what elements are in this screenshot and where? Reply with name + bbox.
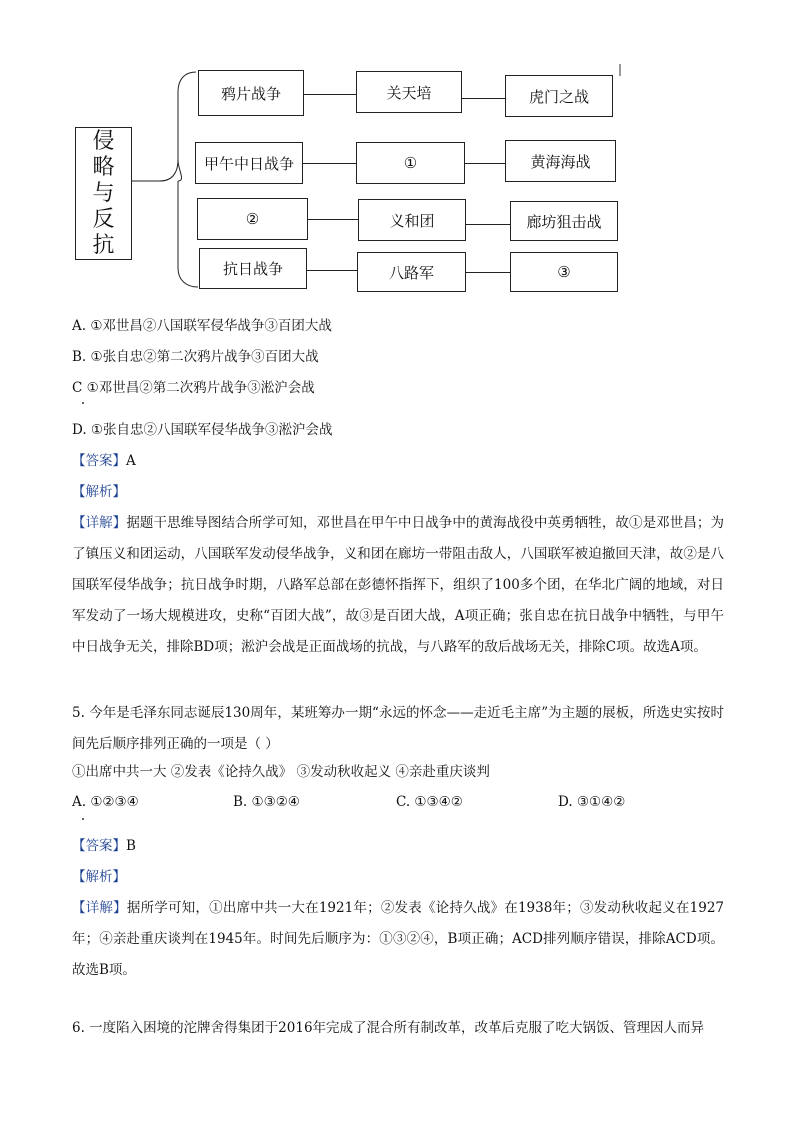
q6-stem: 6. 一度陷入困境的沱牌舍得集团于2016年完成了混合所有制改革，改革后克服了吃大锅饭、管理因人而异	[72, 1020, 705, 1036]
answer-value: B	[126, 838, 136, 854]
war-box: 鸦片战争	[198, 70, 304, 116]
root-char: 反	[92, 206, 115, 232]
q4-option-a: A. ①邓世昌②八国联军侵华战争③百团大战	[72, 318, 332, 334]
q4-option-c: C ①邓世昌②第二次鸦片战争③淞沪会战	[72, 380, 315, 396]
war-box: 甲午中日战争	[195, 142, 303, 184]
q5-option-d: D. ③①④②	[558, 794, 626, 810]
answer-value: A	[126, 453, 136, 469]
battle-box: 黄海海战	[505, 140, 616, 182]
q5-detail	[72, 893, 724, 986]
q5-stem: 5. 今年是毛泽东同志诞辰130周年，某班筹办一期“永远的怀念——走近毛主席”为主题的展板，所选史实按时间先后顺序排列正确的一项是（ ）	[72, 705, 724, 752]
root-char: 抗	[92, 232, 115, 258]
detail-label: 【详解】	[72, 900, 127, 916]
q4-option-b: B. ①张自忠②第二次鸦片战争③百团大战	[72, 349, 319, 365]
war-box: ②	[197, 198, 308, 240]
q5-answer	[72, 836, 136, 856]
q4-analysis-label: 【解析】	[72, 484, 126, 500]
person-box: ①	[356, 142, 465, 184]
battle-box: 廊坊狙击战	[510, 201, 618, 241]
q5-option-c: C. ①③④②	[396, 794, 463, 810]
q5-option-b: B. ①③②④	[233, 794, 300, 810]
q5-analysis-label: 【解析】	[72, 869, 126, 885]
detail-text: 据所学可知，①出席中共一大在1921年；②发表《论持久战》在1938年；③发动秋收起义在1927年；④亲赴重庆谈判在1945年。时间先后顺序为：①③②④，B项正确；ACD排列顺序错误，排除ACD项。故选B项。	[72, 900, 724, 978]
q4-answer	[72, 451, 136, 471]
mind-map-diagram	[0, 0, 794, 300]
answer-label: 【答案】	[72, 453, 126, 469]
root-char: 侵	[92, 128, 115, 154]
detail-label: 【详解】	[72, 515, 127, 531]
q4-option-d: D. ①张自忠②八国联军侵华战争③淞沪会战	[72, 422, 333, 438]
battle-box: ③	[510, 252, 618, 292]
person-box: 义和团	[358, 199, 466, 241]
person-box: 关天培	[356, 71, 462, 113]
q4-detail	[72, 508, 724, 663]
person-box: 八路军	[357, 252, 466, 292]
detail-text: 据题干思维导图结合所学可知，邓世昌在甲午中日战争中的黄海战役中英勇牺牲，故①是邓世昌；为了镇压义和团运动，八国联军发动侵华战争，义和团在廊坊一带阻击敌人，八国联军被迫撤回天津，故②是八国联军侵华战争；抗日战争时期，八路军总部在彭德怀指挥下，组织了100多个团，在华北广阔的地域，对日军发动了一场大规模进攻，史称“百团大战”，故③是百团大战，A项正确；张自忠在抗日战争中牺牲，与甲午中日战争无关，排除BD项；淞沪会战是正面战场的抗战，与八路军的敌后战场无关，排除C项。故选A项。	[72, 515, 725, 655]
q5-items: ①出席中共一大 ②发表《论持久战》 ③发动秋收起义 ④亲赴重庆谈判	[72, 764, 490, 780]
root-char: 与	[92, 180, 115, 206]
war-box: 抗日战争	[199, 248, 307, 289]
q5-option-a: A. ①②③④	[72, 794, 139, 810]
answer-label: 【答案】	[72, 838, 126, 854]
battle-box: 虎门之战	[505, 75, 613, 117]
root-char: 略	[92, 154, 115, 180]
